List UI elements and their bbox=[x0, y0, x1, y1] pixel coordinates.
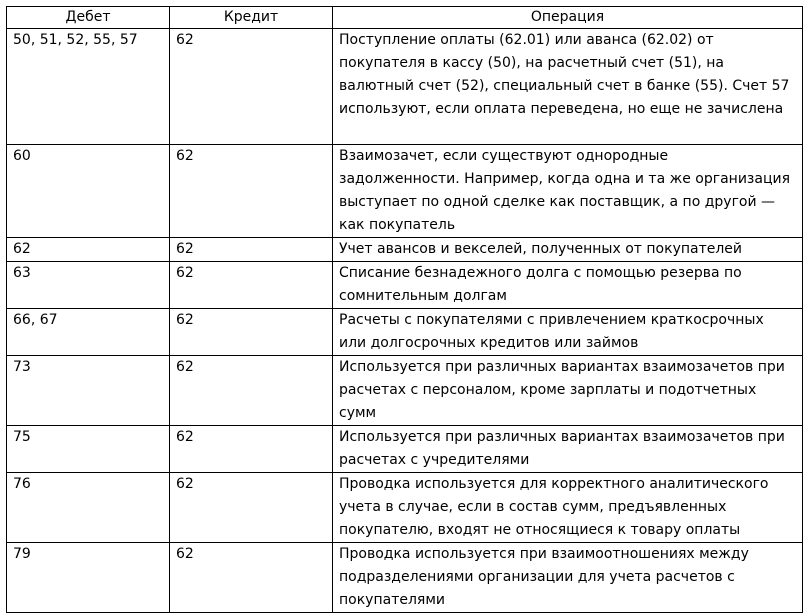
table-row bbox=[7, 356, 803, 426]
table-row bbox=[7, 473, 803, 543]
table-row bbox=[7, 543, 803, 613]
operation-cell: Расчеты с покупателями с привлечением краткосрочных или долгосрочных кредитов или займов bbox=[333, 309, 803, 356]
credit-cell: 62 bbox=[170, 29, 333, 145]
debit-cell: 62 bbox=[7, 238, 170, 262]
table-row bbox=[7, 426, 803, 473]
debit-cell: 73 bbox=[7, 356, 170, 426]
operation-cell: Используется при различных вариантах взаимозачетов при расчетах с персоналом, кроме зарплаты и подотчетных сумм bbox=[333, 356, 803, 426]
operation-cell: Учет авансов и векселей, полученных от покупателей bbox=[333, 238, 803, 262]
header-operation: Операция bbox=[333, 7, 803, 29]
operation-cell: Взаимозачет, если существуют однородные задолженности. Например, когда одна и та же организация выступает по одной сделке как поставщик, а по другой — как покупатель bbox=[333, 145, 803, 238]
credit-cell: 62 bbox=[170, 356, 333, 426]
table-header-row bbox=[7, 7, 803, 29]
credit-cell: 62 bbox=[170, 473, 333, 543]
table-row bbox=[7, 309, 803, 356]
postings-table bbox=[6, 6, 803, 613]
debit-cell: 66, 67 bbox=[7, 309, 170, 356]
credit-cell: 62 bbox=[170, 426, 333, 473]
table-row bbox=[7, 238, 803, 262]
credit-cell: 62 bbox=[170, 543, 333, 613]
debit-cell: 79 bbox=[7, 543, 170, 613]
debit-cell: 76 bbox=[7, 473, 170, 543]
header-debit: Дебет bbox=[7, 7, 170, 29]
credit-cell: 62 bbox=[170, 145, 333, 238]
credit-cell: 62 bbox=[170, 262, 333, 309]
table-row bbox=[7, 145, 803, 238]
operation-cell: Проводка используется при взаимоотношениях между подразделениями организации для учета расчетов с покупателями bbox=[333, 543, 803, 613]
operation-cell: Поступление оплаты (62.01) или аванса (62.02) от покупателя в кассу (50), на расчетный счет (51), на валютный счет (52), специальный счет в банке (55). Счет 57 используют, если оплата переведена, но еще не зачислена bbox=[333, 29, 803, 145]
operation-cell: Списание безнадежного долга с помощью резерва по сомнительным долгам bbox=[333, 262, 803, 309]
operation-cell: Используется при различных вариантах взаимозачетов при расчетах с учредителями bbox=[333, 426, 803, 473]
table-row bbox=[7, 29, 803, 145]
debit-cell: 50, 51, 52, 55, 57 bbox=[7, 29, 170, 145]
operation-cell: Проводка используется для корректного аналитического учета в случае, если в состав сумм, предъявленных покупателю, входят не относящиеся к товару оплаты bbox=[333, 473, 803, 543]
header-credit: Кредит bbox=[170, 7, 333, 29]
debit-cell: 75 bbox=[7, 426, 170, 473]
debit-cell: 63 bbox=[7, 262, 170, 309]
credit-cell: 62 bbox=[170, 238, 333, 262]
credit-cell: 62 bbox=[170, 309, 333, 356]
debit-cell: 60 bbox=[7, 145, 170, 238]
table-row bbox=[7, 262, 803, 309]
